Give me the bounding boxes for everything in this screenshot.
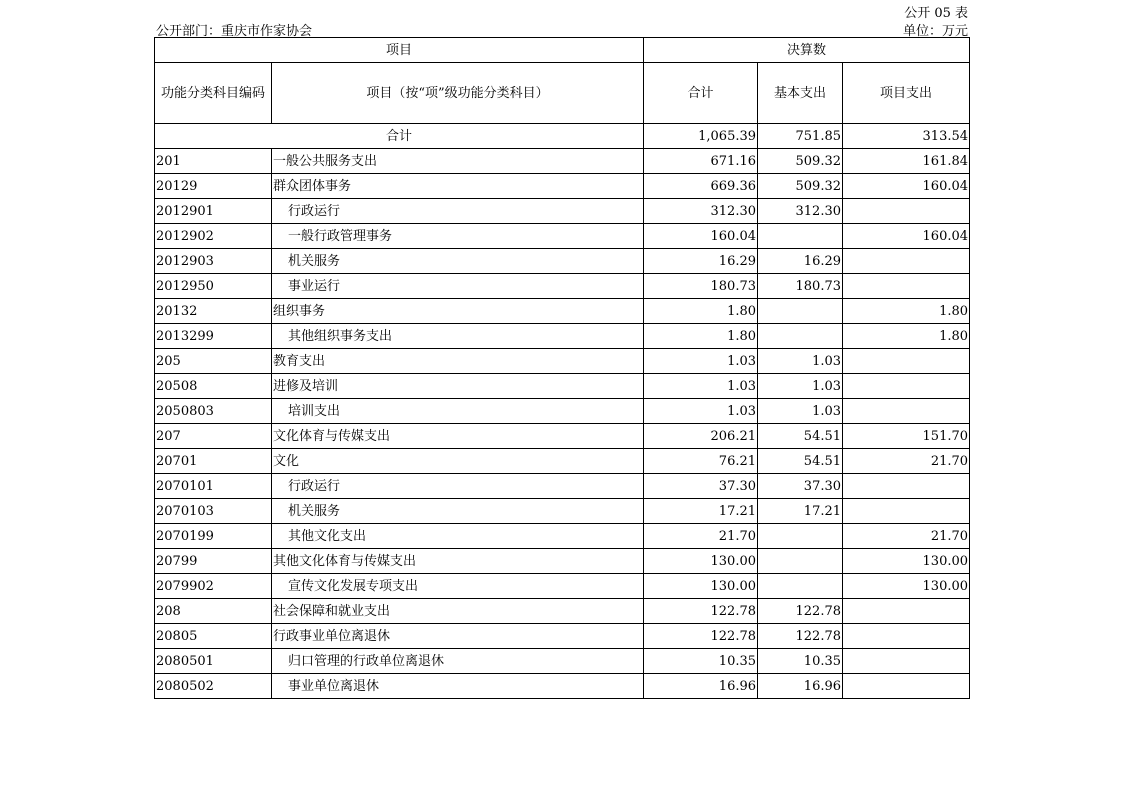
row-code: 2070103	[155, 499, 272, 524]
row-name: 事业运行	[272, 274, 644, 299]
row-name: 机关服务	[272, 249, 644, 274]
row-basic	[758, 324, 843, 349]
row-code: 2012903	[155, 249, 272, 274]
row-project: 130.00	[843, 549, 970, 574]
row-name: 机关服务	[272, 499, 644, 524]
row-name: 群众团体事务	[272, 174, 644, 199]
table-row	[155, 549, 970, 574]
row-total: 160.04	[644, 224, 758, 249]
row-project	[843, 649, 970, 674]
expenditure-table	[154, 37, 970, 699]
table-row	[155, 224, 970, 249]
column-header-code-text: 功能分类科目编码	[160, 85, 265, 101]
total-row-basic: 751.85	[758, 124, 843, 149]
table-row	[155, 674, 970, 699]
row-name: 其他组织事务支出	[272, 324, 644, 349]
row-code: 20799	[155, 549, 272, 574]
row-code: 207	[155, 424, 272, 449]
row-project	[843, 399, 970, 424]
row-total: 206.21	[644, 424, 758, 449]
row-code: 201	[155, 149, 272, 174]
row-project: 1.80	[843, 324, 970, 349]
row-project: 21.70	[843, 524, 970, 549]
row-basic	[758, 524, 843, 549]
row-project	[843, 274, 970, 299]
row-project	[843, 599, 970, 624]
column-header-total: 合计	[644, 63, 758, 124]
row-total: 130.00	[644, 574, 758, 599]
row-project	[843, 474, 970, 499]
row-total: 21.70	[644, 524, 758, 549]
row-basic: 312.30	[758, 199, 843, 224]
unit-label: 单位：万元	[902, 24, 968, 39]
row-project: 21.70	[843, 449, 970, 474]
form-number: 公开 05 表	[904, 6, 968, 21]
row-basic: 509.32	[758, 174, 843, 199]
table-row	[155, 599, 970, 624]
row-name: 文化体育与传媒支出	[272, 424, 644, 449]
row-basic: 10.35	[758, 649, 843, 674]
total-row-label: 合计	[155, 124, 644, 149]
column-header-basic: 基本支出	[758, 63, 843, 124]
row-name: 行政事业单位离退休	[272, 624, 644, 649]
row-name: 宣传文化发展专项支出	[272, 574, 644, 599]
row-name: 其他文化支出	[272, 524, 644, 549]
total-row-project: 313.54	[843, 124, 970, 149]
row-total: 1.03	[644, 349, 758, 374]
row-total: 16.29	[644, 249, 758, 274]
row-project: 160.04	[843, 224, 970, 249]
row-basic: 1.03	[758, 399, 843, 424]
table-row	[155, 499, 970, 524]
column-header-name: 项目（按“项”级功能分类科目）	[272, 63, 644, 124]
group-header-item: 项目	[155, 38, 644, 63]
row-basic: 37.30	[758, 474, 843, 499]
header-row-group	[155, 38, 970, 63]
row-code: 2070101	[155, 474, 272, 499]
row-total: 130.00	[644, 549, 758, 574]
row-total: 17.21	[644, 499, 758, 524]
row-name: 行政运行	[272, 474, 644, 499]
row-total: 312.30	[644, 199, 758, 224]
row-project	[843, 499, 970, 524]
row-basic: 509.32	[758, 149, 843, 174]
row-project	[843, 674, 970, 699]
row-project	[843, 249, 970, 274]
row-basic: 16.29	[758, 249, 843, 274]
row-total: 180.73	[644, 274, 758, 299]
table-row	[155, 474, 970, 499]
row-total: 669.36	[644, 174, 758, 199]
row-total: 1.03	[644, 374, 758, 399]
table-row	[155, 649, 970, 674]
row-project	[843, 374, 970, 399]
row-code: 20805	[155, 624, 272, 649]
row-project	[843, 349, 970, 374]
row-total: 671.16	[644, 149, 758, 174]
row-total: 122.78	[644, 624, 758, 649]
row-basic: 16.96	[758, 674, 843, 699]
table-row	[155, 424, 970, 449]
row-total: 1.03	[644, 399, 758, 424]
row-project	[843, 624, 970, 649]
column-header-code	[155, 63, 272, 124]
row-name: 归口管理的行政单位离退休	[272, 649, 644, 674]
row-total: 37.30	[644, 474, 758, 499]
row-total: 122.78	[644, 599, 758, 624]
table-row	[155, 524, 970, 549]
row-code: 208	[155, 599, 272, 624]
table-row	[155, 374, 970, 399]
table-body	[155, 124, 970, 699]
row-code: 2013299	[155, 324, 272, 349]
row-code: 20508	[155, 374, 272, 399]
row-code: 2079902	[155, 574, 272, 599]
row-project: 151.70	[843, 424, 970, 449]
row-project: 161.84	[843, 149, 970, 174]
row-name: 社会保障和就业支出	[272, 599, 644, 624]
row-basic: 54.51	[758, 424, 843, 449]
row-project	[843, 199, 970, 224]
row-name: 一般公共服务支出	[272, 149, 644, 174]
row-code: 2012902	[155, 224, 272, 249]
row-name: 事业单位离退休	[272, 674, 644, 699]
table-row	[155, 624, 970, 649]
row-basic: 1.03	[758, 374, 843, 399]
row-code: 20132	[155, 299, 272, 324]
row-basic	[758, 574, 843, 599]
table-row	[155, 149, 970, 174]
table-row	[155, 299, 970, 324]
row-name: 其他文化体育与传媒支出	[272, 549, 644, 574]
row-basic: 122.78	[758, 624, 843, 649]
total-row	[155, 124, 970, 149]
table-row	[155, 574, 970, 599]
group-header-amount: 决算数	[644, 38, 970, 63]
table-row	[155, 249, 970, 274]
row-code: 2012950	[155, 274, 272, 299]
row-total: 1.80	[644, 299, 758, 324]
row-total: 76.21	[644, 449, 758, 474]
row-code: 2050803	[155, 399, 272, 424]
table-row	[155, 399, 970, 424]
table-row	[155, 199, 970, 224]
row-name: 组织事务	[272, 299, 644, 324]
row-name: 一般行政管理事务	[272, 224, 644, 249]
row-project: 130.00	[843, 574, 970, 599]
row-code: 20129	[155, 174, 272, 199]
row-project: 160.04	[843, 174, 970, 199]
row-basic: 17.21	[758, 499, 843, 524]
row-code: 20701	[155, 449, 272, 474]
row-basic	[758, 224, 843, 249]
row-total: 10.35	[644, 649, 758, 674]
row-name: 文化	[272, 449, 644, 474]
row-name: 行政运行	[272, 199, 644, 224]
row-name: 培训支出	[272, 399, 644, 424]
table-row	[155, 349, 970, 374]
table-row	[155, 174, 970, 199]
row-basic: 54.51	[758, 449, 843, 474]
row-basic: 1.03	[758, 349, 843, 374]
total-row-total: 1,065.39	[644, 124, 758, 149]
header-row-columns	[155, 63, 970, 124]
row-code: 2080502	[155, 674, 272, 699]
row-name: 进修及培训	[272, 374, 644, 399]
row-basic	[758, 549, 843, 574]
row-total: 16.96	[644, 674, 758, 699]
row-code: 2012901	[155, 199, 272, 224]
row-code: 2070199	[155, 524, 272, 549]
table-row	[155, 324, 970, 349]
row-code: 205	[155, 349, 272, 374]
row-name: 教育支出	[272, 349, 644, 374]
row-project: 1.80	[843, 299, 970, 324]
column-header-project: 项目支出	[843, 63, 970, 124]
row-code: 2080501	[155, 649, 272, 674]
row-basic: 122.78	[758, 599, 843, 624]
table-row	[155, 274, 970, 299]
row-basic	[758, 299, 843, 324]
department-label: 公开部门：重庆市作家协会	[156, 24, 313, 39]
table-row	[155, 449, 970, 474]
row-total: 1.80	[644, 324, 758, 349]
row-basic: 180.73	[758, 274, 843, 299]
